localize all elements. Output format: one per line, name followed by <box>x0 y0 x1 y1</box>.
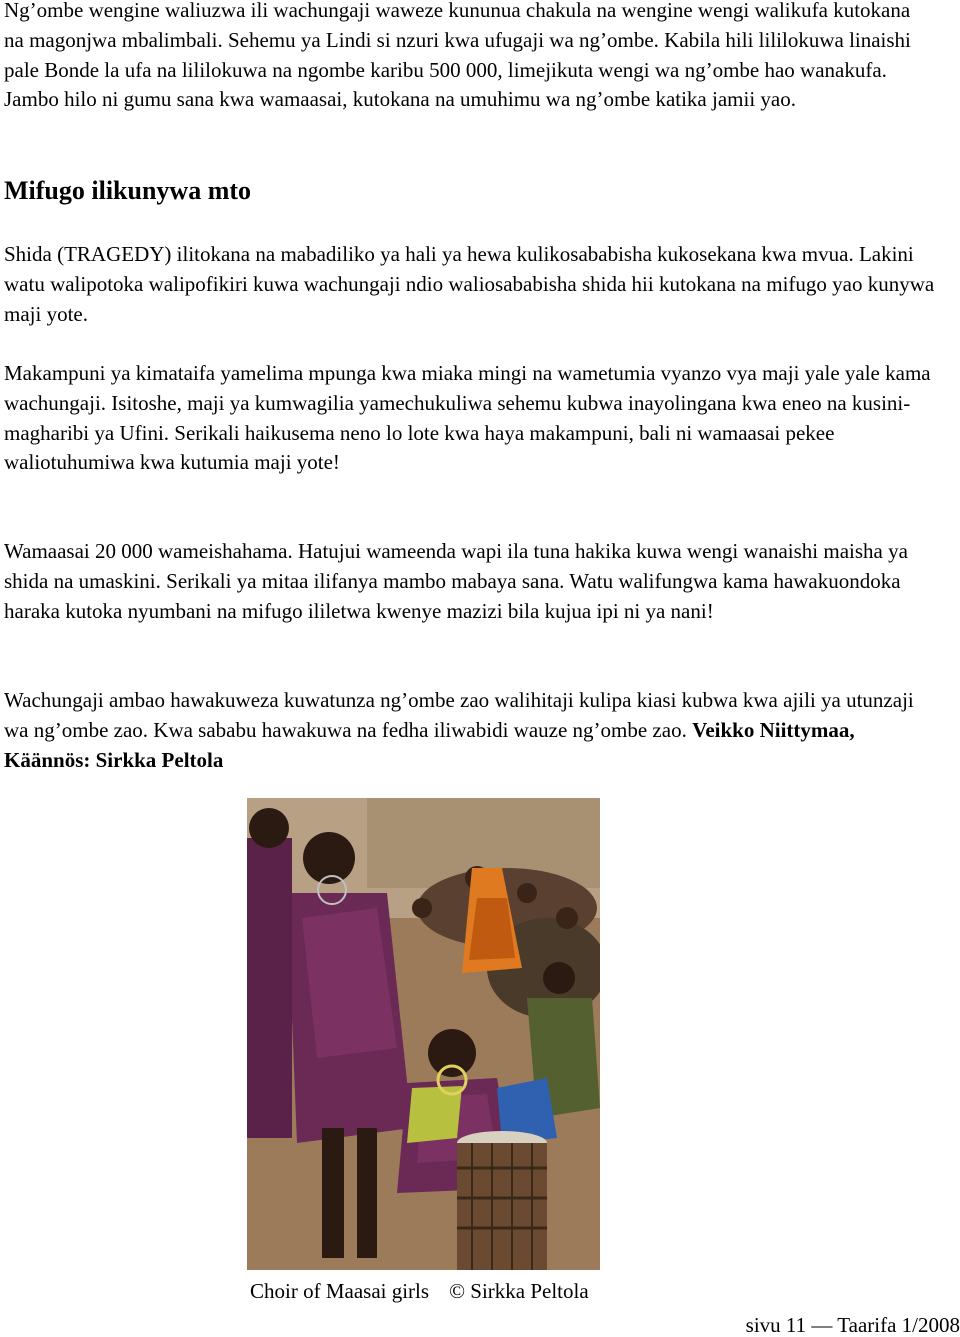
section-heading: Mifugo ilikunywa mto <box>4 176 252 205</box>
maasai-choir-photo <box>247 798 600 1270</box>
paragraph-herders-text: Wachungaji ambao hawakuweza kuwatunza ng’ombe zao walihitaji kulipa kiasi kubwa kwa ajili ya utunzaji wa ng’ombe zao. Kwa sababu hawakuwa na fedha iliwabidi wauze ng’ombe zao. <box>4 688 914 742</box>
page-footer: sivu 11 — Taarifa 1/2008 <box>745 1313 960 1337</box>
paragraph-livestock-sold: Ng’ombe wengine waliuzwa ili wachungaji waweze kununua chakula na wengine wengi walikufa kutokana na magonjwa mbalimbali. Sehemu ya Lindi si nzuri kwa ufugaji wa ng’ombe. Kabila hili lililokuwa linaishi pale Bonde la ufa na lililokuwa na ngombe karibu 500 000, limejikuta wengi wa ng’ombe hao wanakufa. Jambo hilo ni gumu sana kwa wamaasai, kutokana na umuhimu wa ng’ombe katika jamii yao. <box>4 0 911 112</box>
paragraph-displaced: Wamaasai 20 000 wameishahama. Hatujui wameenda wapi ila tuna hakika kuwa wengi wanaishi maisha ya shida na umaskini. Serikali ya mitaa ilifanya mambo mabaya sana. Watu walifungwa kama hawakuondoka haraka kutoka nyumbani na mifugo ililetwa kwenye mazizi bila kujua ipi ni ya nani! <box>4 539 908 623</box>
paragraph-herders <box>4 686 939 775</box>
photo-illustration <box>247 798 600 1270</box>
paragraph-tragedy: Shida (TRAGEDY) ilitokana na mabadiliko ya hali ya hewa kulikosababisha kukosekana kwa mvua. Lakini watu walipotoka walipofikiri kuwa wachungaji ndio waliosababisha shida hii kutokana na mifugo yao kunywa maji yote. <box>4 242 935 326</box>
caption-credit: © Sirkka Peltola <box>449 1279 589 1303</box>
caption-text: Choir of Maasai girls <box>250 1279 430 1303</box>
paragraph-companies: Makampuni ya kimataifa yamelima mpunga kwa miaka mingi na wametumia vyanzo vya maji yale yale kama wachungaji. Isitoshe, maji ya kumwagilia yamechukuliwa sehemu kubwa inayolingana kwa eneo na kusini-magharibi ya Ufini. Serikali haikusema neno lo lote kwa haya makampuni, bali ni wamaasai pekee waliotuhumiwa kwa kutumia maji yote! <box>4 361 931 475</box>
photo-caption <box>250 1278 589 1304</box>
author-signature: Veikko Niittymaa, Käännös: Sirkka Peltola <box>4 717 855 772</box>
